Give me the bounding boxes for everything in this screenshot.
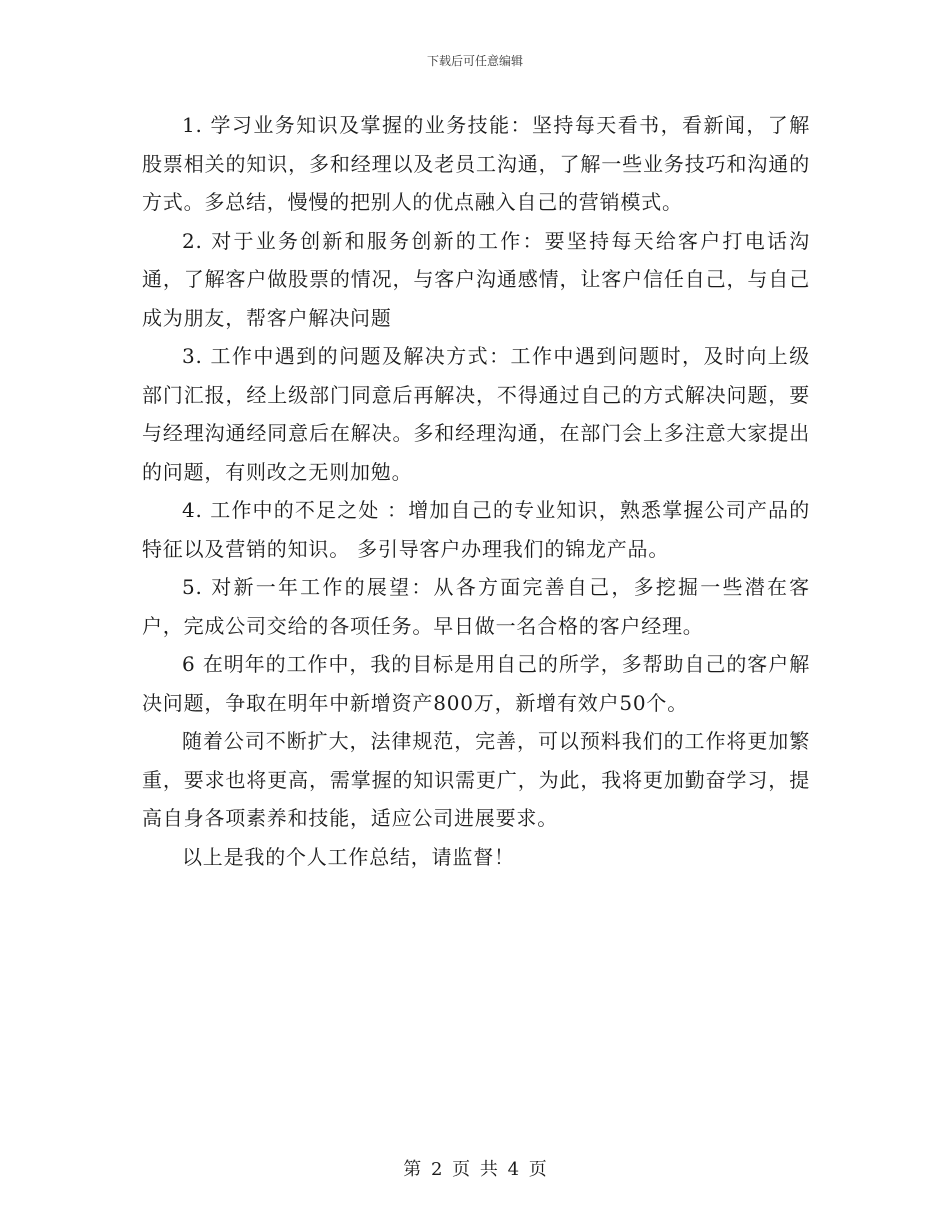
page-header: 下载后可任意编辑 <box>426 54 523 68</box>
paragraph-8: 以上是我的个人工作总结，请监督！ <box>182 844 515 869</box>
paragraph-4: 4. 工作中的不足之处 ：增加自己的专业知识，熟悉掌握公司产品的特征以及营销的知识。 多引导客户办理我们的锦龙产品。 <box>142 498 810 561</box>
paragraph-7: 随着公司不断扩大，法律规范，完善，可以预料我们的工作将更加繁重，要求也将更高，需掌握的知识需更广，为此，我将更加勤奋学习，提高自身各项素养和技能，适应公司进展要求。 <box>142 729 810 830</box>
paragraph-3: 3. 工作中遇到的问题及解决方式：工作中遇到问题时，及时向上级部门汇报，经上级部门同意后再解决，不得通过自己的方式解决问题，要与经理沟通经同意后在解决。多和经理沟通，在部门会上多注意大家提出的问题，有则改之无则加勉。 <box>142 344 810 484</box>
paragraph-5: 5. 对新一年工作的展望：从各方面完善自己，多挖掘一些潜在客户，完成公司交给的各项任务。早日做一名合格的客户经理。 <box>142 575 810 638</box>
document-body <box>142 106 810 876</box>
paragraph-2: 2. 对于业务创新和服务创新的工作：要坚持每天给客户打电话沟通，了解客户做股票的情况，与客户沟通感情，让客户信任自己，与自己成为朋友，帮客户解决问题 <box>142 228 810 330</box>
page-number: 第 2 页 共 4 页 <box>403 1159 547 1180</box>
paragraph-6: 6 在明年的工作中，我的目标是用自己的所学，多帮助自己的客户解决问题，争取在明年中新增资产800万，新增有效户50个。 <box>142 652 810 715</box>
paragraph-1: 1. 学习业务知识及掌握的业务技能：坚持每天看书，看新闻，了解股票相关的知识，多和经理以及老员工沟通，了解一些业务技巧和沟通的方式。多总结，慢慢的把别人的优点融入自己的营销模式。 <box>142 113 810 214</box>
